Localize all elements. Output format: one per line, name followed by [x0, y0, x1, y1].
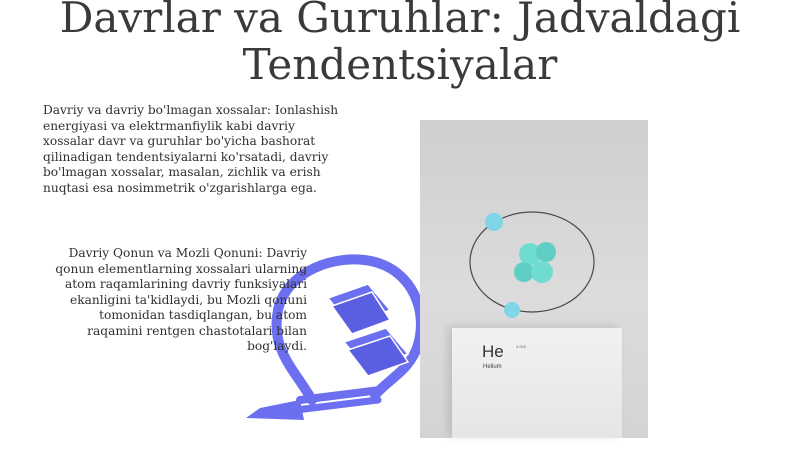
element-symbol: He	[482, 342, 504, 361]
element-tile	[452, 328, 622, 438]
page-title: Davrlar va Guruhlar: Jadvaldagi Tendentsiyalar	[59, 0, 741, 89]
section-periodic-properties: Davriy va davriy bo'lmagan xossalar: Ionlashish energiyasi va elektrmanfiylik kabi davriy xossalar davr va guruhlar bo'yicha bashorat qilinadigan tendentsiyalarni ko'rsatadi, davriy bo'lmagan xossalar, masalan, zichlik va erish nuqtasi esa nosimmetrik o'zgarishlarga ega.	[43, 103, 339, 195]
book-icon	[328, 284, 408, 376]
element-name: Helium	[483, 364, 502, 370]
element-weight: 4.003	[516, 344, 527, 349]
section-periodic-law: Davriy Qonun va Mozli Qonuni: Davriy qonun elementlarning xossalari ularning atom raqamlarining davriy funksiyalari ekanligini ta'kidlaydi, bu Mozli qonuni tomonidan tasdiqlangan, bu atom raqamini rentgen chastotalari bilan bog'laydi.	[55, 246, 307, 353]
